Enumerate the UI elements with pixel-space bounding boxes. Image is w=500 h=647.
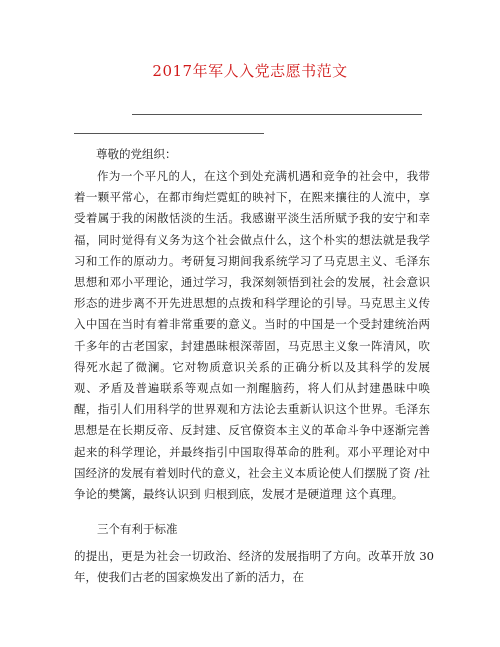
body-paragraph-2: 三个有利于标准: [97, 522, 178, 536]
blank-line-1: [132, 114, 422, 115]
salutation: 尊敬的党组织：: [96, 147, 177, 161]
body-paragraph-3: 的提出，更是为社会一切政治、经济的发展指明了方向。改革开放 30 年，使我们古老的国家焕发出了新的活力，在: [74, 549, 434, 585]
document-title: 2017年军人入党志愿书范文: [152, 62, 348, 80]
blank-line-2: [74, 133, 264, 134]
body-paragraph-1: 作为一个平凡的人，在这个到处充满机遇和竞争的社会中，我带着一颗平常心，在都市绚烂霓虹的映衬下，在熙来攘往的人流中，享受着属于我的闲散恬淡的生活。我感谢平淡生活所赋予我的安宁和幸福，同时觉得有义务为这个社会做点什么，这个朴实的想法就是我学习和工作的原动力。考研复习期间我系统学习了马克思主义、毛泽东思想和邓小平理论，通过学习，我深刻领悟到社会的发展，社会意识形态的进步离不开先进思想的点拨和科学理论的引导。马克思主义传入中国在当时有着非常重要的意义。当时的中国是一个受封建统治两千多年的古老国家，封建愚昧根深蒂固，马克思主义象一阵清风，吹得死水起了微澜。它对物质意识关系的正确分析以及其科学的发展观、矛盾及普遍联系等观点如一剂醒脑药，将人们从封建愚昧中唤醒，指引人们用科学的世界观和方法论去重新认识这个世界。毛泽东思想是在长期反帝、反封建、反官僚资本主义的革命斗争中逐渐完善起来的科学理论，并最终指引中国取得革命的胜利。邓小平理论对中国经济的发展有着划时代的意义，社会主义本质论使人们摆脱了资 /社争论的樊篱，最终认识到 归根到底，发展才是硬道理 这个真理。: [74, 169, 430, 502]
